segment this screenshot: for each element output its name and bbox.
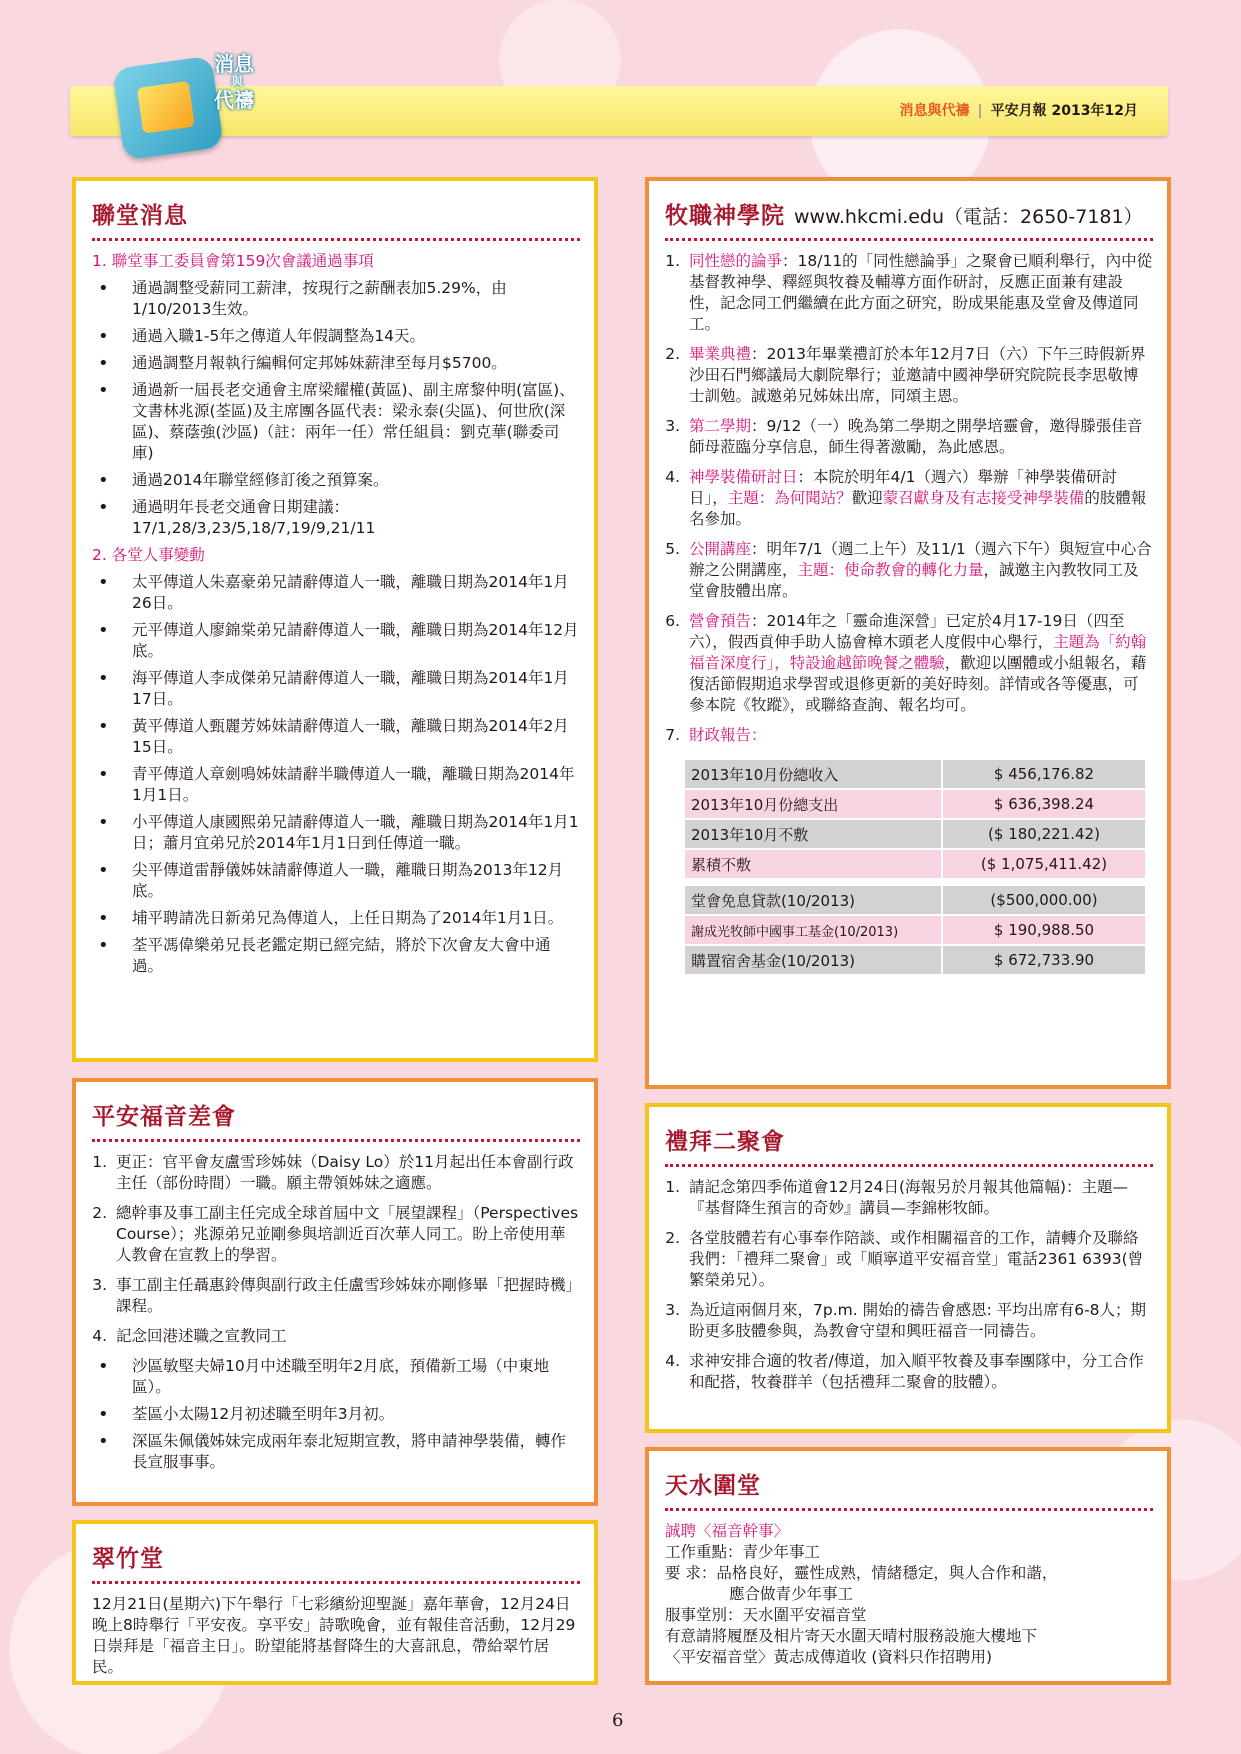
seminary-name: 牧職神學院 (665, 203, 785, 229)
box-title: 翠竹堂 (92, 1540, 580, 1584)
header-info (900, 100, 1138, 120)
tablet-icon (112, 55, 224, 160)
list-item: • 通過2014年聯堂經修訂後之預算案。 (132, 470, 580, 491)
item-body: 的肢體報名參加。 (689, 489, 1147, 528)
logo-line3: 代禱 (214, 88, 254, 112)
list-item: • 元平傳道人廖錦棠弟兄請辭傳道人一職，離職日期為2014年12月底。 (132, 620, 580, 662)
list-item: • 青平傳道人章劍鳴姊妹請辭半職傳道人一職，離職日期為2014年1月1日。 (132, 764, 580, 806)
logo-line2: 與 (231, 75, 243, 88)
row-amount: ($ 180,221.42) (941, 820, 1145, 848)
page-number: 6 (612, 1710, 624, 1731)
tuesday-list (665, 1177, 1153, 1393)
row-amount: $ 636,398.24 (941, 790, 1145, 818)
seminary-contact: www.hkcmi.edu（電話：2650-7181） (794, 206, 1143, 228)
list-item: • 埔平聘請冼日新弟兄為傳道人，上任日期為了2014年1月1日。 (132, 908, 580, 929)
table-row (685, 946, 1145, 974)
list-item: • 小平傳道人康國熙弟兄請辭傳道人一職，離職日期為2014年1月1日；蕭月宜弟兄於2014年1月1日到任傳道一職。 (132, 812, 580, 854)
list-item: • 太平傳道人朱嘉豪弟兄請辭傳道人一職，離職日期為2014年1月26日。 (132, 572, 580, 614)
subhead-1: 1. 聯堂事工委員會第159次會議通過事項 (92, 252, 374, 270)
item-head: 第二學期 (689, 417, 752, 435)
item-theme: 主題：使命教會的轉化力量 (797, 561, 984, 579)
list-item: • 通過明年長老交通會日期建議：17/1,28/3,23/5,18/7,19/9,21/11 (132, 497, 580, 539)
seminary-box (645, 177, 1171, 1089)
tsui-chuk-text: 12月21日(星期六)下午舉行「七彩繽紛迎聖誕」嘉年華會，12月24日晚上8時舉行「平安夜。享平安」詩歌晚會，並有報佳音活動，12月29日崇拜是「福音主日」。盼望能將基督降生的大喜訊息，帶給翠竹居民。 (92, 1595, 576, 1676)
row-amount: $ 456,176.82 (941, 760, 1145, 788)
item-body: ：18/11的「同性戀論爭」之聚會已順利舉行，內中從基督教神學、釋經與牧養及輔導方面作研討，反應正面兼有建設性，記念同工們繼續在此方面之研究，盼成果能惠及堂會及傳道同工。 (689, 252, 1153, 333)
tin-shui-wai-box (645, 1447, 1171, 1685)
list-item: • 通過調整月報執行編輯何定邦姊妹薪津至每月$5700。 (132, 353, 580, 374)
item-theme: 主題為「約翰福音深度行」，特設逾越節晚餐之體驗 (689, 633, 1147, 672)
job-line: 〈平安福音堂〉黃志成傳道收 (資料只作招聘用) (665, 1648, 993, 1666)
list-item (685, 725, 1153, 746)
row-amount: ($ 1,075,411.42) (941, 850, 1145, 878)
list-item: • 深區朱佩儀姊妹完成兩年泰北短期宣教，將申請神學裝備，轉作長宣服事事。 (132, 1431, 580, 1473)
row-label: 堂會免息貸款(10/2013) (685, 886, 941, 914)
table-row (685, 850, 1145, 878)
box-title: 天水圍堂 (665, 1467, 1153, 1511)
item-body: ：本院於明年4/1（週六）舉辦「神學裝備研討日」， (689, 468, 1117, 507)
subhead-2: 2. 各堂人事變動 (92, 546, 205, 564)
table-row (685, 886, 1145, 914)
box-title: 聯堂消息 (92, 197, 580, 241)
item-head: 神學裝備研討日 (689, 468, 798, 486)
row-label: 2013年10月不敷 (685, 820, 941, 848)
tsui-chuk-box (72, 1520, 598, 1685)
list-item: 4. 求神安排合適的牧者/傳道，加入順平牧養及事奉團隊中，分工合作和配搭，牧養群羊（包括禮拜二聚會的肢體）。 (685, 1351, 1153, 1393)
table-row (685, 820, 1145, 848)
list-item (685, 539, 1153, 602)
row-label: 2013年10月份總支出 (685, 790, 941, 818)
list-item: 1. 更正：官平會友盧雪珍姊妹（Daisy Lo）於11月起出任本會副行政主任（部份時間）一職。願主帶領姊妹之適應。 (112, 1152, 580, 1194)
row-label: 累積不敷 (685, 850, 941, 878)
list-item (685, 467, 1153, 530)
item-head: 財政報告： (689, 726, 767, 744)
item-body: 歡迎 (851, 489, 883, 507)
list-item: • 通過新一屆長老交通會主席梁耀權(黃區)、副主席黎仲明(富區)、文書林兆源(荃區)及主席團各區代表：梁永泰(尖區)、何世欣(深區)、蔡蔭強(沙區)（註：兩年一任）常任組員：劉克華(聯委司庫) (132, 380, 580, 464)
item-body: ，歡迎以團體或小組報名，藉復活節假期追求學習或退修更新的美好時刻。詳情或各等優惠，可參本院《牧蹤》，或聯絡查詢、報名均可。 (689, 654, 1147, 714)
missionary-list (92, 1356, 580, 1473)
list-item: 1. 請記念第四季佈道會12月24日(海報另於月報其他篇幅)：主題—『基督降生預言的奇妙』講員—李錦彬牧師。 (685, 1177, 1153, 1219)
row-label: 2013年10月份總收入 (685, 760, 941, 788)
item-head: 同性戀的論爭 (689, 252, 783, 270)
mission-list (92, 1152, 580, 1347)
section-name: 消息與代禱 (899, 103, 970, 119)
item-head: 畢業典禮 (689, 345, 752, 363)
item-body: ：2013年畢業禮訂於本年12月7日（六）下午三時假新界沙田石門鄉議局大劇院舉行；並邀請中國神學研究院院長李思敬博士訓勉。誠邀弟兄姊妹出席，同頌主恩。 (689, 345, 1146, 405)
table-row (685, 760, 1145, 788)
row-amount: $ 672,733.90 (941, 946, 1145, 974)
job-line: 應合做青少年事工 (729, 1585, 854, 1603)
list-item: • 海平傳道人李成傑弟兄請辭傳道人一職，離職日期為2014年1月17日。 (132, 668, 580, 710)
seminary-list (665, 251, 1153, 746)
personnel-list (92, 572, 580, 977)
item-body: ：明年7/1（週二上午）及11/1（週六下午）與短宣中心合辦之公開講座， (689, 540, 1152, 579)
item-body: ，誠邀主內教牧同工及堂會肢體出席。 (689, 561, 1139, 600)
table-row (685, 790, 1145, 818)
list-item (685, 251, 1153, 335)
list-item: 2. 總幹事及事工副主任完成全球首屆中文「展望課程」（Perspectives Course）；兆源弟兄並剛參與培訓近百次華人同工。盼上帝使用華人教會在宣教上的學習。 (112, 1203, 580, 1266)
box-title: 禮拜二聚會 (665, 1123, 1153, 1167)
box-title (665, 197, 1153, 241)
job-line: 有意請將履歷及相片寄天水圍天晴村服務設施大樓地下 (665, 1627, 1038, 1645)
list-item: 3. 為近這兩個月來，7p.m. 開始的禱告會感恩: 平均出席有6-8人；期盼更多肢體參與，為教會守望和興旺福音一同禱告。 (685, 1300, 1153, 1342)
list-item: 2. 各堂肢體若有心事奉作陪談、或作相關福音的工作，請轉介及聯絡我們：「禮拜二聚會」或「順寧道平安福音堂」電話2361 6393(曾繁榮弟兄）。 (685, 1228, 1153, 1291)
item-highlight: 蒙召獻身及有志接受神學裝備 (882, 489, 1085, 507)
list-item (685, 344, 1153, 407)
job-title: 誠聘〈福音幹事〉 (665, 1522, 790, 1540)
box-title: 平安福音差會 (92, 1098, 580, 1142)
list-item: • 黃平傳道人甄麗芳姊妹請辭傳道人一職，離職日期為2014年2月15日。 (132, 716, 580, 758)
list-item: • 通過調整受薪同工薪津，按現行之薪酬表加5.29%，由1/10/2013生效。 (132, 278, 580, 320)
resolution-list (92, 278, 580, 539)
job-line: 要 求：品格良好，靈性成熟，情緒穩定，與人合作和諧， (665, 1564, 1058, 1582)
list-item: • 通過入職1-5年之傳道人年假調整為14天。 (132, 326, 580, 347)
list-item: • 荃區小太陽12月初述職至明年3月初。 (132, 1404, 580, 1425)
header-separator: | (977, 103, 983, 119)
tuesday-meeting-box (645, 1103, 1171, 1433)
row-amount: $ 190,988.50 (941, 916, 1145, 944)
list-item: 4. 記念回港述職之宣教同工 (112, 1326, 580, 1347)
union-news-box (72, 177, 598, 1062)
item-body: ：9/12（一）晚為第二學期之開學培靈會，邀得滕張佳音師母蒞臨分享信息，師生得著激勵，為此感恩。 (689, 417, 1143, 456)
job-line: 工作重點：青少年事工 (665, 1543, 821, 1561)
section-logo (110, 52, 260, 162)
job-line: 服事堂別：天水圍平安福音堂 (665, 1606, 867, 1624)
list-item: • 荃平馮偉樂弟兄長老鑑定期已經完結，將於下次會友大會中通過。 (132, 935, 580, 977)
list-item: 3. 事工副主任聶惠鈴傳與副行政主任盧雪珍姊妹亦剛修畢「把握時機」課程。 (112, 1275, 580, 1317)
row-amount: ($500,000.00) (941, 886, 1145, 914)
logo-text (214, 52, 274, 112)
mission-box (72, 1078, 598, 1506)
list-item (685, 611, 1153, 716)
row-label: 謝成光牧師中國事工基金(10/2013) (685, 916, 941, 944)
list-item: • 尖平傳道雷靜儀姊妹請辭傳道人一職，離職日期為2013年12月底。 (132, 860, 580, 902)
table-row (685, 916, 1145, 944)
row-label: 購置宿舍基金(10/2013) (685, 946, 941, 974)
item-body: ：2014年之「靈命進深營」已定於4月17-19日（四至六），假西貢伸手助人協會樟木頭老人度假中心舉行， (689, 612, 1125, 651)
item-head: 營會預告 (689, 612, 752, 630)
list-item: • 沙區敏堅夫婦10月中述職至明年2月底，預備新工場（中東地區）。 (132, 1356, 580, 1398)
item-head: 公開講座 (689, 540, 752, 558)
issue-label: 平安月報 2013年12月 (990, 103, 1138, 119)
finance-table (685, 758, 1145, 976)
item-theme: 主題：為何聞站？ (727, 489, 852, 507)
logo-line1: 消息 (214, 52, 254, 76)
list-item (685, 416, 1153, 458)
